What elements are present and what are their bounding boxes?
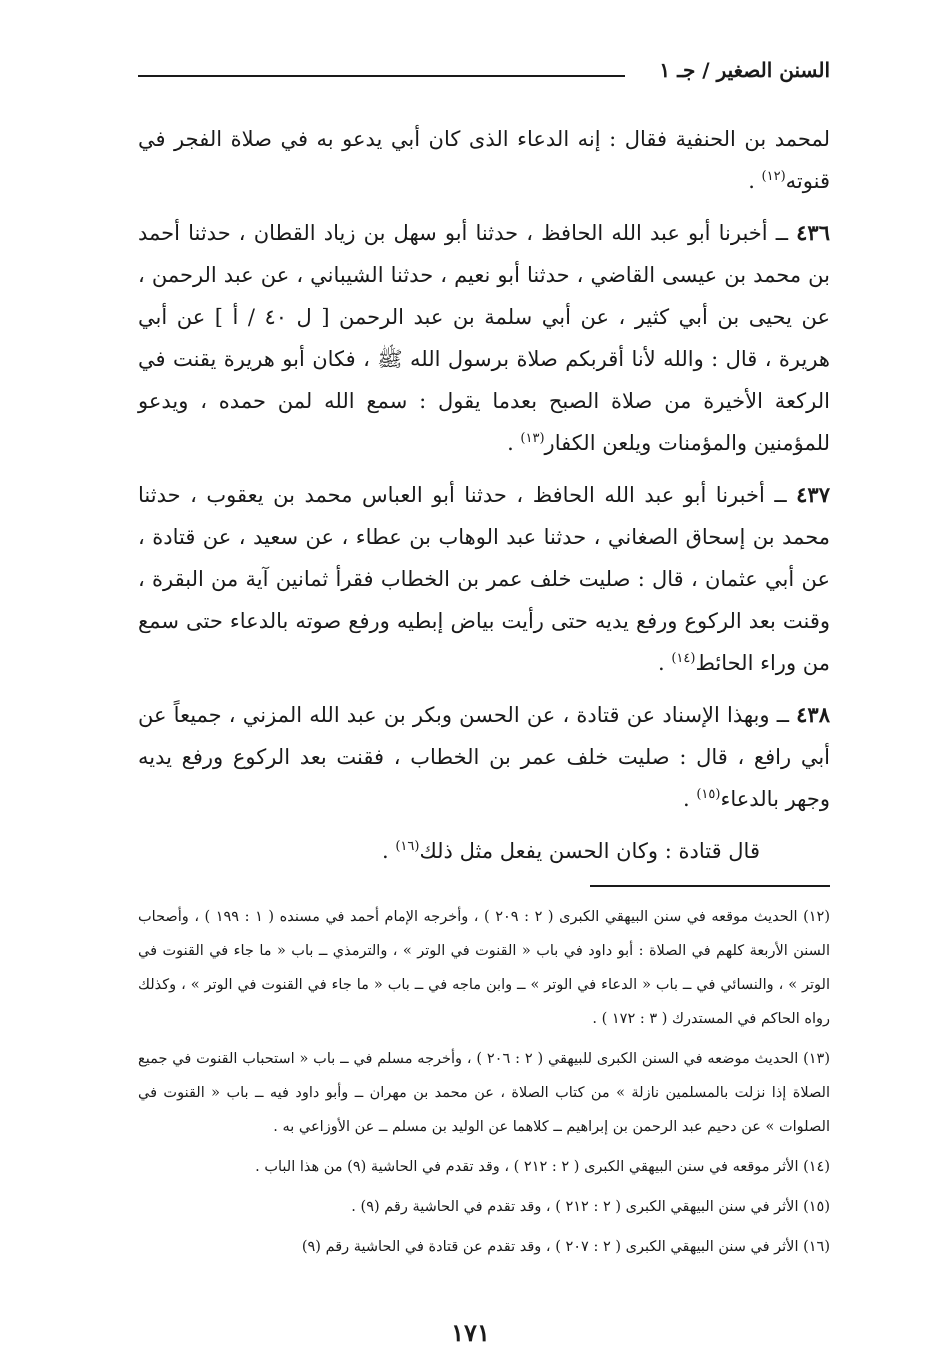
hadith-number: ٤٣٨ <box>796 702 830 727</box>
footnote-14: (١٤) الأثر موقعه في سنن البيهقي الكبرى ( ٢ : ٢١٢ ) ، وقد تقدم في الحاشية (٩) من هذا الباب . <box>255 1159 830 1175</box>
main-text <box>138 118 830 882</box>
paragraph-text: ــ أخبرنا أبو عبد الله الحافظ ، حدثنا أبو العباس محمد بن يعقوب ، حدثنا محمد بن إسحاق الصغاني ، حدثنا عبد الوهاب بن عطاء ، عن سعيد ، عن قتادة ، عن أبي عثمان ، قال : صليت خلف عمر بن الخطاب فقرأ ثمانين آية من البقرة ، وقنت بعد الركوع ورفع يديه حتى رأيت بياض إبطيه ورفع صوته بالدعاء حتى سمع من وراء الحائط <box>138 483 830 675</box>
footnote-separator <box>590 885 830 887</box>
hadith-437 <box>138 474 830 684</box>
paragraph-continuation <box>138 118 830 202</box>
paragraph-text: ــ وبهذا الإسناد عن قتادة ، عن الحسن وبكر بن عبد الله المزني ، جميعاً عن أبي رافع ، قال : صليت خلف عمر بن الخطاب ، فقنت بعد الركوع ورفع يديه وجهر بالدعاء <box>138 703 830 811</box>
footnote-13: (١٣) الحديث موضعه في السنن الكبرى للبيهقي ( ٢ : ٢٠٦ ) ، وأخرجه مسلم في ــ باب « استحباب القنوت في جميع الصلاة إذا نزلت بالمسلمين نازلة » من كتاب الصلاة ، عن محمد بن مهران ــ وأبو داود فيه ــ باب « القنوت في الصلوات » عن دحيم عبد الرحمن بن إبراهيم ــ كلاهما عن الوليد بن مسلم ــ عن الأوزاعي به . <box>138 1051 830 1135</box>
paragraph-end: . <box>657 651 672 675</box>
paragraph-end: . <box>748 169 762 193</box>
hadith-number: ٤٣٦ <box>796 220 830 245</box>
hadith-number: ٤٣٧ <box>796 482 830 507</box>
paragraph-text: لمحمد بن الحنفية فقال : إنه الدعاء الذى كان أبي يدعو به في صلاة الفجر في قنوته <box>138 127 830 193</box>
footnote-15: (١٥) الأثر في سنن البيهقي الكبرى ( ٢ : ٢١٢ ) ، وقد تقدم في الحاشية رقم (٩) . <box>351 1199 830 1215</box>
footnote-16: (١٦) الأثر في سنن البيهقي الكبرى ( ٢ : ٢٠٧ ) ، وقد تقدم عن قتادة في الحاشية رقم (٩) <box>301 1239 830 1255</box>
header-rule <box>138 75 625 77</box>
header-title: السنن الصغير / جـ ١ <box>659 58 830 82</box>
hadith-436 <box>138 212 830 464</box>
paragraph-end: . <box>682 787 697 811</box>
paragraph-text: ــ أخبرنا أبو عبد الله الحافظ ، حدثنا أبو سهل بن زياد القطان ، حدثنا أحمد بن محمد بن عيسى القاضي ، حدثنا أبو نعيم ، حدثنا الشيباني ، عن عبد الرحمن ، عن يحيى بن أبي كثير ، عن أبي سلمة بن عبد الرحمن [ ل ٤٠ / أ ] عن أبي هريرة ، قال : والله لأنا أقربكم صلاة برسول الله ﷺ ، فكان أبو هريرة يقنت في الركعة الأخيرة من صلاة الصبح بعدما يقول : سمع الله لمن حمده ، ويدعو للمؤمنين والمؤمنات ويلعن الكفار <box>138 221 830 455</box>
paragraph-text: قال قتادة : وكان الحسن يفعل مثل ذلك <box>419 839 760 863</box>
hadith-438 <box>138 694 830 820</box>
footnote-ref: (١٦) <box>395 839 420 854</box>
footnote-ref: (١٤) <box>671 651 696 666</box>
footnote-ref: (١٢) <box>761 169 786 184</box>
footnote-ref: (١٥) <box>696 787 721 802</box>
footnotes <box>138 900 830 1270</box>
running-header <box>138 58 830 94</box>
paragraph-end: . <box>381 839 396 863</box>
footnote-12: (١٢) الحديث موقعه في سنن البيهقي الكبرى ( ٢ : ٢٠٩ ) ، وأخرجه الإمام أحمد في مسنده ( ١ : ١٩٩ ) ، وأصحاب السنن الأربعة كلهم في الصلاة : أبو داود في باب « القنوت في الوتر » ، والترمذي ــ باب « ما جاء في القنوت في الوتر » ، والنسائي في ــ باب « الدعاء في الوتر » ــ وابن ماجه في ــ باب « ما جاء في القنوت في الوتر » ، وكذلك رواه الحاكم في المستدرك ( ٣ : ١٧٢ ) . <box>138 909 830 1027</box>
page-number: ١٧١ <box>451 1318 490 1347</box>
footnote-ref: (١٣) <box>520 431 545 446</box>
paragraph-end: . <box>507 431 521 455</box>
qatada-statement <box>138 830 830 872</box>
